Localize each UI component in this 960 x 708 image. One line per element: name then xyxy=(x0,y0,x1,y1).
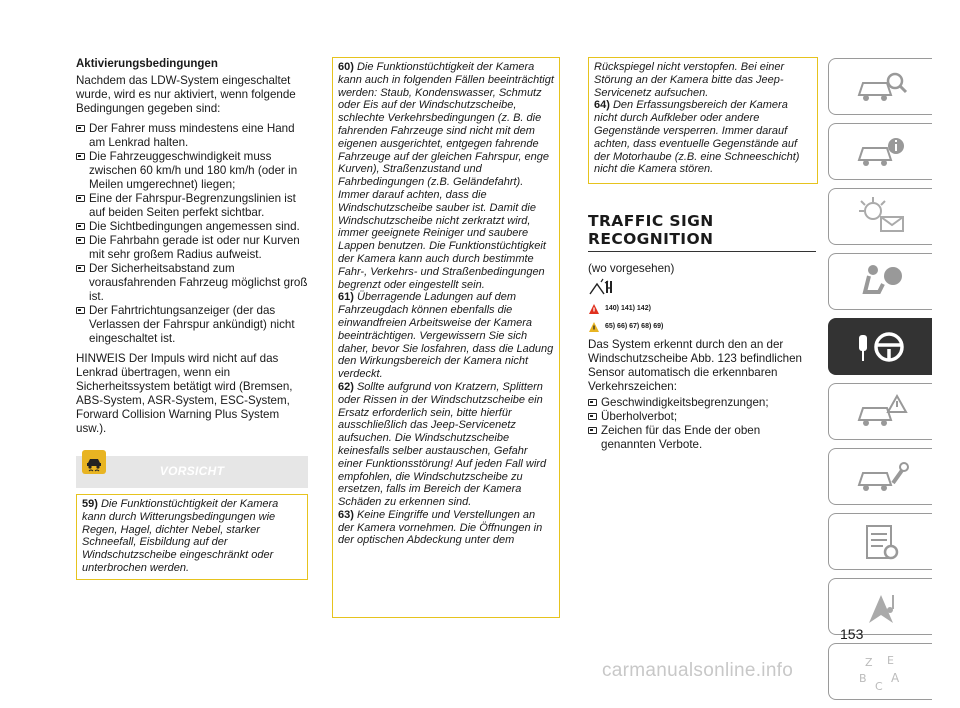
svg-text:C: C xyxy=(874,679,883,693)
bullet-icon xyxy=(76,265,85,272)
reference-row-caution: 65) 66) 67) 68) 69) xyxy=(588,318,818,336)
warning-box xyxy=(76,494,308,580)
steering-wheel-key-icon xyxy=(851,325,911,369)
list-item: Der Fahrer muss mindestens eine Hand am Lenkrad halten. xyxy=(76,122,308,150)
bullet-icon xyxy=(588,399,597,406)
list-item: 62) Sollte aufgrund von Kratzern, Splittern oder Rissen in der Windschutzscheibe ein Ersatz erforderlich sein, bitte hierfür ausschließlich das Jeep-Servicenetz aufsuchen. Die Windschutzscheibe keinesfalls selber austauschen, Gefahr einer Funktionsstörung! Auf jeden Fall wird empfohlen, die Windschutzscheibe zu ersetzen, falls im Bereich der Kamera Schäden zu erkennen sind. xyxy=(338,380,547,509)
tab-technical-data[interactable] xyxy=(828,513,932,570)
column-1 xyxy=(76,57,308,580)
warning-banner xyxy=(76,456,308,488)
optional-note: (wo vorgesehen) xyxy=(588,262,675,276)
tab-vehicle-knowledge[interactable] xyxy=(828,58,932,115)
body-paragraph: Das System erkennt durch den an der Windschutzscheibe Abb. 123 befindlichen Sensor automatisch die erkennbaren Verkehrszeichen: xyxy=(588,338,802,394)
tab-emergency[interactable] xyxy=(828,383,932,440)
list-item: Die Sichtbedingungen angemessen sind. xyxy=(76,220,308,234)
list-item: Die Fahrzeuggeschwindigkeit muss zwischen 60 km/h und 180 km/h (oder in Meilen umgerechnet) liegen; xyxy=(76,150,308,192)
warning-title: VORSICHT xyxy=(159,464,225,478)
continuation-text: Rückspiegel nicht verstopfen. Bei einer Störung an der Kamera bitte das Jeep-Servicenetz aufsuchen. xyxy=(594,61,785,99)
svg-text:A: A xyxy=(890,670,899,685)
warning-text: Die Funktionstüchtigkeit der Kamera kann durch Witterungsbedingungen wie Regen, Hagel, dichter Nebel, starker Schneefall, Eisbildung auf der Windschutzscheibe eingeschränkt oder unterbrochen werden. xyxy=(82,498,279,574)
bullet-icon xyxy=(76,307,85,314)
caution-triangle-icon xyxy=(588,321,600,333)
bullet-icon xyxy=(588,413,597,420)
notes-box xyxy=(332,57,560,618)
bullet-icon xyxy=(76,153,85,160)
tab-lights-messages[interactable] xyxy=(828,188,932,245)
list-item: Zeichen für das Ende der oben genannten Verbote. xyxy=(588,424,818,452)
page-number: 153 xyxy=(840,626,864,642)
svg-text:B: B xyxy=(858,671,867,685)
car-wrench-icon xyxy=(851,455,911,499)
list-item: Der Fahrtrichtungsanzeiger (der das Verlassen der Fahrspur ankündigt) nicht eingeschaltet ist. xyxy=(76,304,308,346)
list-item: Geschwindigkeitsbegrenzungen; xyxy=(588,396,818,410)
bullet-icon xyxy=(588,427,597,434)
tab-index[interactable] xyxy=(828,643,932,700)
checklist-gear-icon xyxy=(851,520,911,564)
list-item: Eine der Fahrspur-Begrenzungslinien ist auf beiden Seiten perfekt sichtbar. xyxy=(76,192,308,220)
column-2 xyxy=(332,57,560,618)
tab-safety[interactable] xyxy=(828,253,932,310)
nav-music-icon xyxy=(851,585,911,629)
svg-text:E: E xyxy=(886,653,894,667)
column-3 xyxy=(588,57,818,452)
traffic-sign-icon xyxy=(588,278,614,298)
list-item: 63) Keine Eingriffe und Verstellungen an der Kamera vornehmen. Die Öffnungen in der optischen Abdeckung unter dem xyxy=(338,508,543,547)
intro-paragraph: Nachdem das LDW-System eingeschaltet wurde, wird es nur aktiviert, wenn folgende Bedingungen gegeben sind: xyxy=(76,74,296,115)
tab-dashboard[interactable] xyxy=(828,123,932,180)
list-item: 61) Überragende Ladungen auf dem Fahrzeugdach können ebenfalls die einwandfreien Arbeitsweise der Kamera beeinträchtigen. Vergewissern Sie sich daher, bevor Sie losfahren, dass die Ladung den Wirkungsbereich der Kamera nicht verdeckt. xyxy=(338,291,554,381)
note-paragraph: HINWEIS Der Impuls wird nicht auf das Lenkrad übertragen, wenn ein Sicherheitssystem betätigt wird (Bremsen, ABS-System, ASR-System, ESC-System, Forward Collision Warning Plus System usw.). xyxy=(76,352,293,435)
list-item: Überholverbot; xyxy=(588,410,818,424)
bullet-icon xyxy=(76,125,85,132)
alphabet-index-icon xyxy=(851,650,911,694)
title-divider xyxy=(588,251,816,252)
car-search-icon xyxy=(851,65,911,109)
list-item: 60) Die Funktionstüchtigkeit der Kamera kann auch in folgenden Fällen beeinträchtigt werden: Staub, Kondenswasser, Schmutz oder Eis auf der Windschutzscheibe, schlechte Verkehrsbedingungen (z. B. die fahrenden Fahrzeuge sind nicht mit dem eigenen ausgerichtet, entgegen fahrende Fahrzeuge auf der gleichen Fahrspur, enge Kurven), Straßenzustand und Fahrbedingungen (z.B. Geländefahrt). Immer darauf achten, dass die Windschutzscheibe sauber ist. Damit die Windschutzscheibe nicht zerkratzt wird, immer geeignete Reiniger und saubere Lappen benutzen. Die Funktionstüchtigkeit der Kamera kann auch durch bestimmte Fahr-, Verkehrs- und Straßenbedingungen begrenzt oder eingestellt sein. xyxy=(338,61,554,291)
list-item: 64) Den Erfassungsbereich der Kamera nicht durch Aufkleber oder andere Gegenstände versperren. Immer darauf achten, dass eventuelle Gegenstände auf der Motorhaube (z.B. eine Schneeschicht) nicht die Kamera stören. xyxy=(594,99,800,176)
conditions-list xyxy=(76,122,308,346)
list-item: Die Fahrbahn gerade ist oder nur Kurven mit sehr großem Radius aufweist. xyxy=(76,234,308,262)
bullet-icon xyxy=(76,237,85,244)
section-title: TRAFFIC SIGN RECOGNITION xyxy=(588,212,714,248)
svg-text:Z: Z xyxy=(864,655,873,669)
tsr-icon xyxy=(588,278,818,300)
airbag-seat-icon xyxy=(851,260,911,304)
bullet-icon xyxy=(76,195,85,202)
reference-row-warning: 140) 141) 142) xyxy=(588,300,818,318)
light-envelope-icon xyxy=(851,195,911,239)
danger-triangle-icon xyxy=(588,303,600,315)
sign-types-list xyxy=(588,396,818,452)
bullet-icon xyxy=(76,223,85,230)
warning-number: 59) xyxy=(82,498,98,510)
warning-car-icon xyxy=(851,390,911,434)
tab-starting-driving[interactable] xyxy=(828,318,932,375)
list-item: Der Sicherheitsabstand zum vorausfahrenden Fahrzeug möglichst groß ist. xyxy=(76,262,308,304)
notes-box-continued xyxy=(588,57,818,184)
tab-maintenance[interactable] xyxy=(828,448,932,505)
car-info-icon xyxy=(851,130,911,174)
chapter-tabs xyxy=(828,58,932,708)
watermark: carmanualsonline.info xyxy=(602,660,794,681)
section-heading: Aktivierungsbedingungen xyxy=(76,58,218,70)
